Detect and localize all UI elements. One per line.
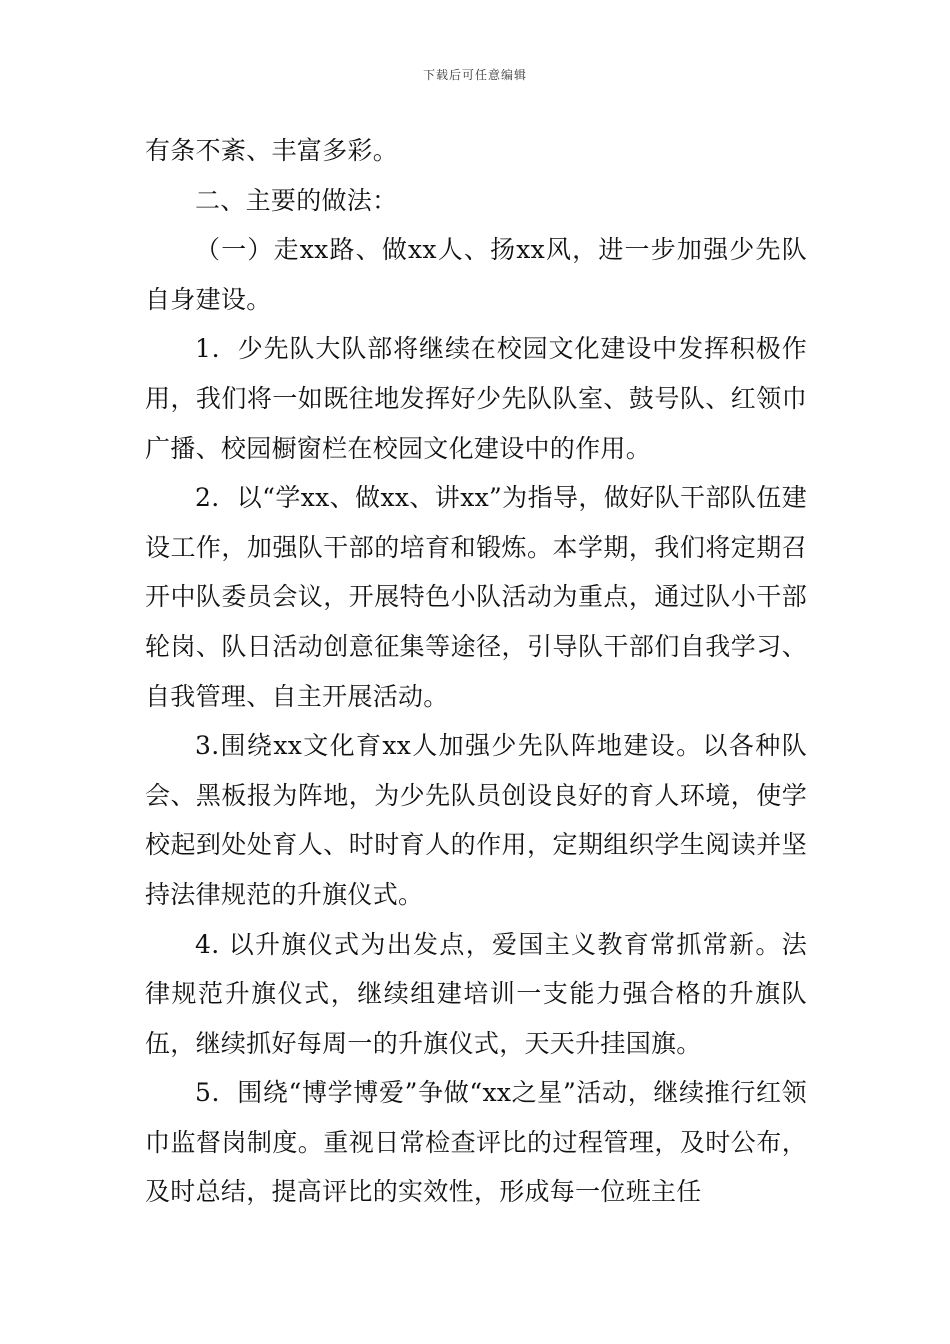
paragraph-item-1: 1．少先队大队部将继续在校园文化建设中发挥积极作用，我们将一如既往地发挥好少先队队室、鼓号队、红领巾广播、校园橱窗栏在校园文化建设中的作用。	[145, 334, 807, 463]
paragraph-item-4: 4. 以升旗仪式为出发点，爱国主义教育常抓常新。法律规范升旗仪式，继续组建培训一支能力强合格的升旗队伍，继续抓好每周一的升旗仪式，天天升挂国旗。	[145, 929, 807, 1058]
paragraph-item-3: 3.围绕xx文化育xx人加强少先队阵地建设。以各种队会、黑板报为阵地，为少先队员创设良好的育人环境，使学校起到处处育人、时时育人的作用，定期组织学生阅读并坚持法律规范的升旗仪式。	[145, 731, 807, 909]
subsection-heading-1: （一）走xx路、做xx人、扬xx风，进一步加强少先队自身建设。	[145, 235, 807, 314]
paragraph-item-2: 2．以“学xx、做xx、讲xx”为指导，做好队干部队伍建设工作，加强队干部的培育和锻炼。本学期，我们将定期召开中队委员会议，开展特色小队活动为重点，通过队小干部轮岗、队日活动创意征集等途径，引导队干部们自我学习、自我管理、自主开展活动。	[145, 483, 807, 711]
paragraph-continuation: 有条不紊、丰富多彩。	[145, 136, 399, 165]
document-body	[145, 126, 807, 1217]
paragraph-item-5: 5．围绕“博学博爱”争做“xx之星”活动，继续推行红领巾监督岗制度。重视日常检查评比的过程管理，及时公布，及时总结，提高评比的实效性，形成每一位班主任	[145, 1078, 807, 1207]
section-heading-main-methods: 二、主要的做法：	[195, 185, 398, 215]
page-header: 下载后可任意编辑	[422, 68, 527, 82]
